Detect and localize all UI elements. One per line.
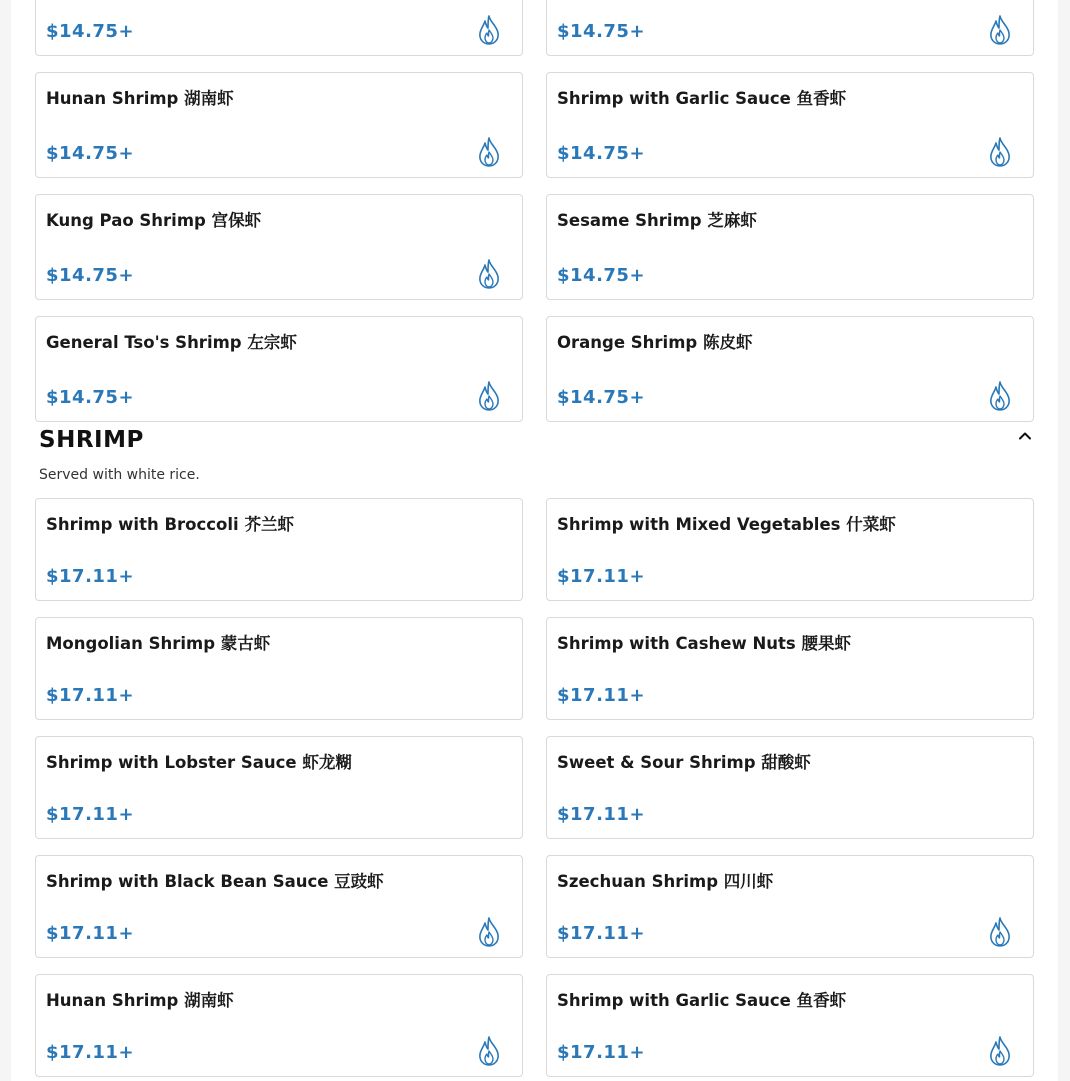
menu-item-card[interactable] (35, 617, 523, 720)
item-name: Mongolian Shrimp 蒙古虾 (46, 634, 271, 653)
item-price: $17.11+ (46, 923, 135, 944)
item-price: $14.75+ (557, 143, 646, 164)
menu-item-card[interactable] (546, 974, 1034, 1077)
item-name: Sweet & Sour Shrimp 甜酸虾 (557, 753, 811, 772)
item-price: $14.75+ (557, 21, 646, 42)
spicy-icon (987, 14, 1013, 46)
shrimp-section-items (35, 498, 1034, 1077)
item-name: Shrimp with Mixed Vegetables 什菜虾 (557, 515, 896, 534)
item-price: $17.11+ (46, 1042, 135, 1063)
spicy-icon (987, 1035, 1013, 1067)
item-name: Shrimp with Garlic Sauce 鱼香虾 (557, 991, 847, 1010)
item-price: $17.11+ (46, 804, 135, 825)
item-price: $17.11+ (557, 1042, 646, 1063)
item-name: Shrimp with Black Bean Sauce 豆豉虾 (46, 872, 384, 891)
item-name: Hunan Shrimp 湖南虾 (46, 89, 234, 108)
menu-item-card[interactable] (546, 617, 1034, 720)
menu-item-card[interactable] (546, 498, 1034, 601)
menu-item-card[interactable] (546, 736, 1034, 839)
item-price: $14.75+ (557, 265, 646, 286)
item-price: $14.75+ (557, 387, 646, 408)
item-price: $14.75+ (46, 21, 135, 42)
spicy-icon (476, 136, 502, 168)
spicy-icon (987, 916, 1013, 948)
item-price: $14.75+ (46, 143, 135, 164)
menu-item-card[interactable] (35, 855, 523, 958)
spicy-icon (476, 380, 502, 412)
item-name: Shrimp with Broccoli 芥兰虾 (46, 515, 294, 534)
previous-section-items (35, 0, 1034, 422)
menu-item-card[interactable] (35, 316, 523, 422)
menu-item-card[interactable] (546, 855, 1034, 958)
item-name: Kung Pao Shrimp 宫保虾 (46, 211, 262, 230)
item-name: Shrimp with Cashew Nuts 腰果虾 (557, 634, 851, 653)
menu-item-card[interactable] (35, 498, 523, 601)
item-name: Sesame Shrimp 芝麻虾 (557, 211, 757, 230)
item-name: Szechuan Shrimp 四川虾 (557, 872, 774, 891)
menu-item-card[interactable] (546, 316, 1034, 422)
item-price: $17.11+ (46, 685, 135, 706)
menu-page (11, 0, 1058, 1081)
spicy-icon (476, 14, 502, 46)
chevron-up-icon[interactable] (1016, 427, 1034, 445)
section-title: SHRIMP (39, 427, 144, 453)
section-description: Served with white rice. (39, 467, 200, 483)
menu-item-card[interactable] (35, 736, 523, 839)
menu-item-card[interactable] (546, 0, 1034, 56)
item-name: Hunan Shrimp 湖南虾 (46, 991, 234, 1010)
menu-item-card[interactable] (546, 72, 1034, 178)
item-price: $17.11+ (46, 566, 135, 587)
item-price: $14.75+ (46, 387, 135, 408)
spicy-icon (476, 1035, 502, 1067)
item-price: $17.11+ (557, 685, 646, 706)
menu-item-card[interactable] (35, 72, 523, 178)
menu-item-card[interactable] (35, 974, 523, 1077)
item-price: $17.11+ (557, 804, 646, 825)
spicy-icon (987, 136, 1013, 168)
spicy-icon (476, 258, 502, 290)
item-name: Orange Shrimp 陈皮虾 (557, 333, 753, 352)
item-name: Shrimp with Garlic Sauce 鱼香虾 (557, 89, 847, 108)
menu-item-card[interactable] (546, 194, 1034, 300)
spicy-icon (476, 916, 502, 948)
item-name: General Tso's Shrimp 左宗虾 (46, 333, 297, 352)
menu-item-card[interactable] (35, 194, 523, 300)
item-price: $14.75+ (46, 265, 135, 286)
section-header[interactable] (39, 425, 1034, 485)
item-price: $17.11+ (557, 923, 646, 944)
spicy-icon (987, 380, 1013, 412)
menu-item-card[interactable] (35, 0, 523, 56)
item-price: $17.11+ (557, 566, 646, 587)
item-name: Shrimp with Lobster Sauce 虾龙糊 (46, 753, 352, 772)
